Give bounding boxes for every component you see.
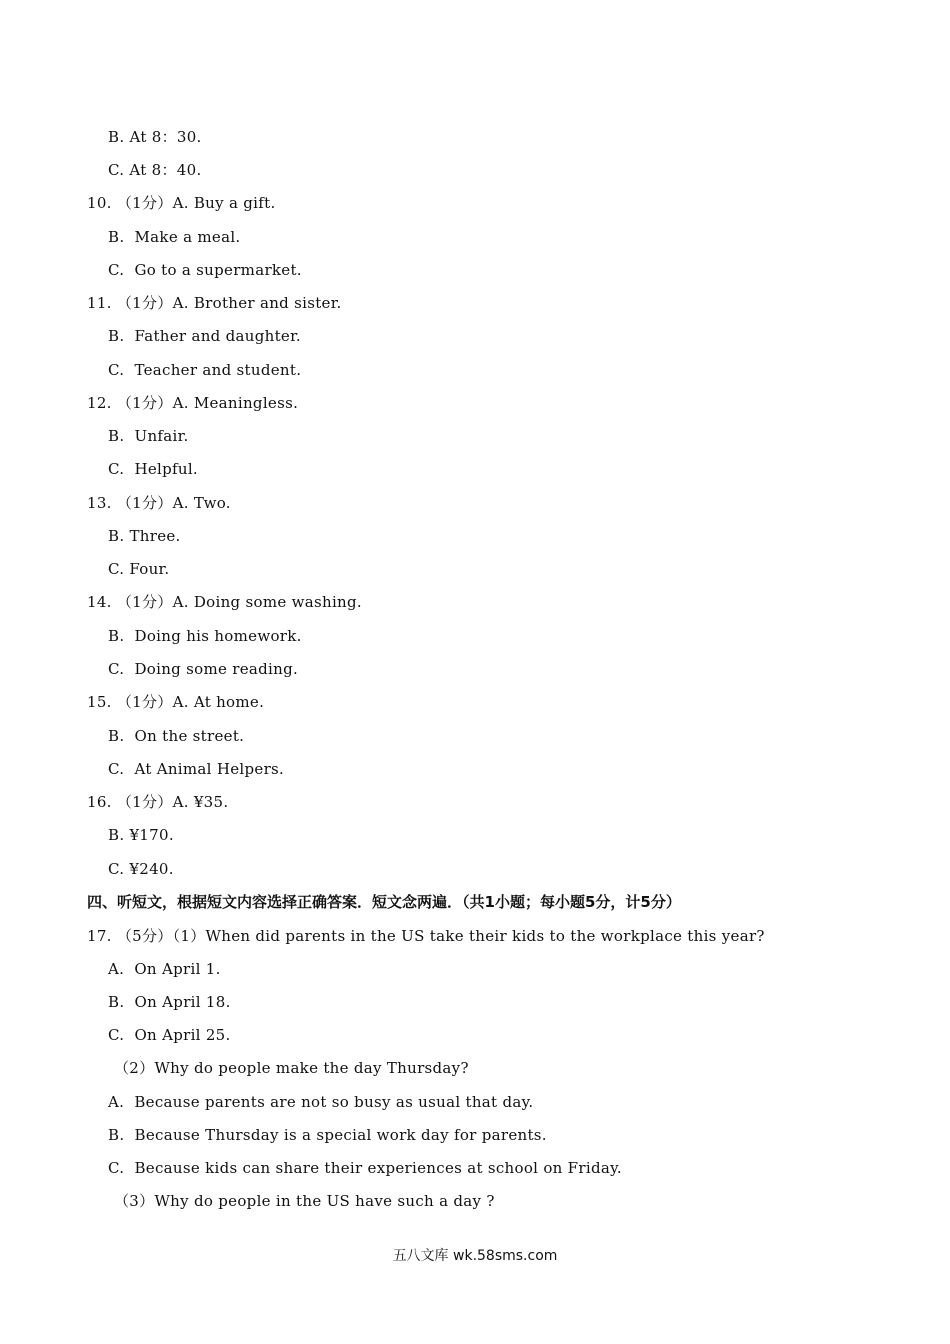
line-q13-c: C. Four. — [108, 560, 170, 578]
page-footer: 五八文库 wk.58sms.com — [392, 1248, 558, 1264]
line-q17-1-b: B. On April 18. — [108, 993, 231, 1011]
line-q9-b: B. At 8：30. — [108, 128, 202, 146]
line-q17-1: 17. （5分）（1）When did parents in the US take their kids to the workplace this year? — [87, 927, 765, 945]
line-q17-1-c: C. On April 25. — [108, 1026, 231, 1044]
line-q10-a: 10. （1分）A. Buy a gift. — [87, 194, 276, 212]
line-q10-c: C. Go to a supermarket. — [108, 261, 302, 279]
line-q17-2: （2）Why do people make the day Thursday? — [114, 1059, 469, 1077]
line-q14-a: 14. （1分）A. Doing some washing. — [87, 593, 362, 611]
section-heading: 四、听短文，根据短文内容选择正确答案．短文念两遍．（共1小题；每小题5分，计5分） — [87, 893, 681, 911]
line-q12-b: B. Unfair. — [108, 427, 189, 445]
line-q16-c: C. ¥240. — [108, 860, 174, 878]
line-q14-c: C. Doing some reading. — [108, 660, 299, 678]
line-q11-a: 11. （1分）A. Brother and sister. — [87, 294, 342, 312]
line-q17-1-a: A. On April 1. — [108, 960, 221, 978]
line-q14-b: B. Doing his homework. — [108, 627, 302, 645]
line-q11-b: B. Father and daughter. — [108, 327, 302, 345]
line-q11-c: C. Teacher and student. — [108, 361, 302, 379]
line-q16-a: 16. （1分）A. ¥35. — [87, 793, 229, 811]
line-q12-a: 12. （1分）A. Meaningless. — [87, 394, 299, 412]
line-q13-a: 13. （1分）A. Two. — [87, 494, 231, 512]
line-q17-2-a: A. Because parents are not so busy as usual that day. — [108, 1093, 534, 1111]
line-q15-a: 15. （1分）A. At home. — [87, 693, 265, 711]
line-q15-b: B. On the street. — [108, 727, 245, 745]
line-q17-2-b: B. Because Thursday is a special work day for parents. — [108, 1126, 547, 1144]
line-q17-2-c: C. Because kids can share their experiences at school on Friday. — [108, 1159, 622, 1177]
line-q13-b: B. Three. — [108, 527, 181, 545]
line-q10-b: B. Make a meal. — [108, 228, 241, 246]
line-q9-c: C. At 8：40. — [108, 161, 202, 179]
line-q15-c: C. At Animal Helpers. — [108, 760, 285, 778]
line-q12-c: C. Helpful. — [108, 460, 198, 478]
line-q16-b: B. ¥170. — [108, 826, 174, 844]
line-q17-3: （3）Why do people in the US have such a day ? — [114, 1192, 495, 1210]
